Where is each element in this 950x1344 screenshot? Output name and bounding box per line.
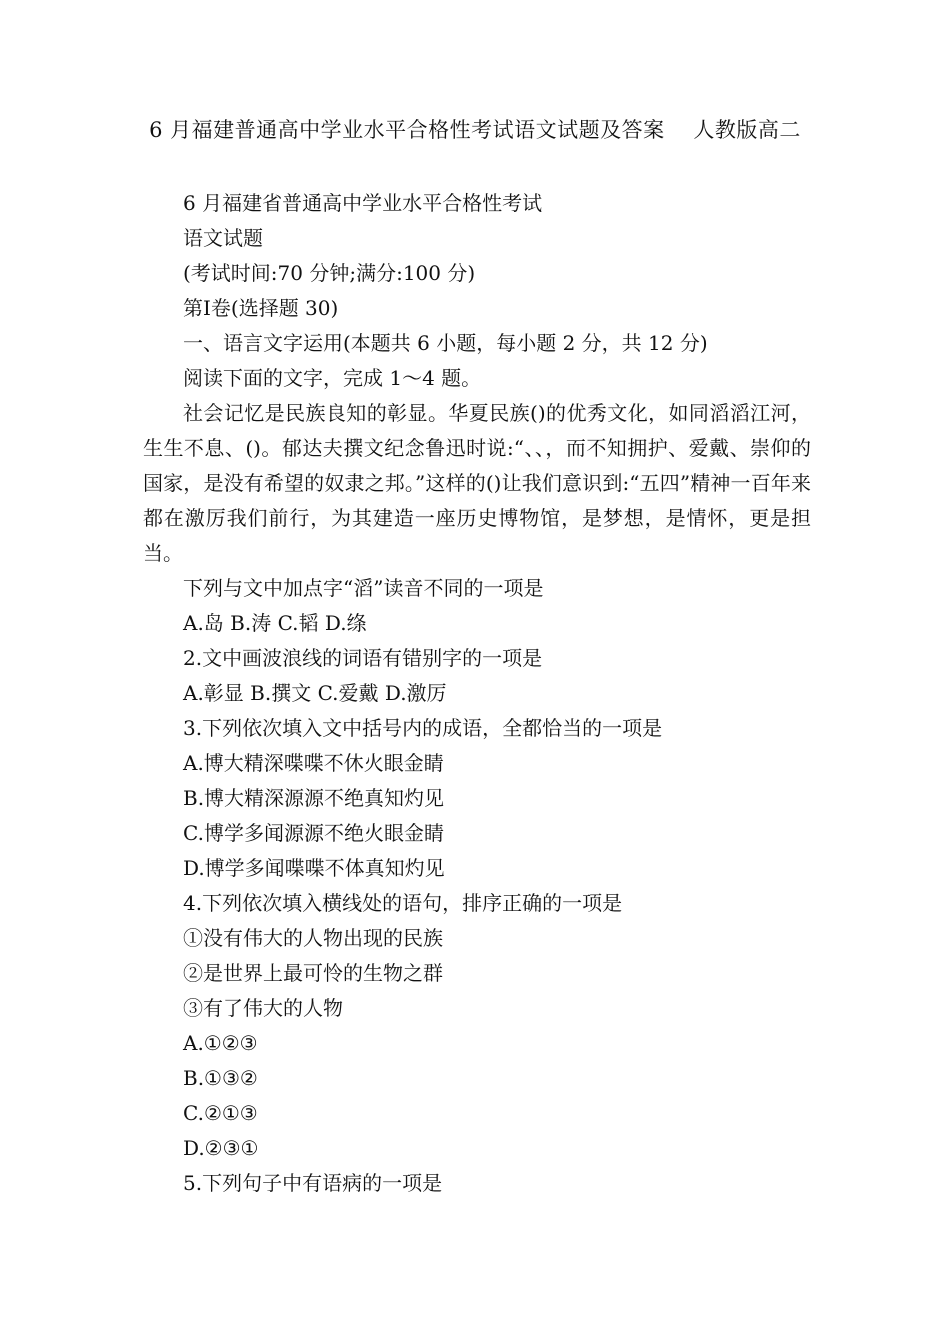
volume-heading: 第Ⅰ卷(选择题 30) <box>183 296 339 320</box>
document-title: 6 月福建普通高中学业水平合格性考试语文试题及答案 人教版高二 <box>149 118 801 142</box>
question-4-option-b: B.①③② <box>183 1066 258 1090</box>
exam-heading-line: 6 月福建省普通高中学业水平合格性考试 <box>183 191 543 215</box>
question-1: 下列与文中加点字“滔”读音不同的一项是 <box>183 576 544 600</box>
sentence-2: ②是世界上最可怜的生物之群 <box>183 961 443 985</box>
question-4-option-d: D.②③① <box>183 1136 259 1160</box>
section-heading: 一、语言文字运用(本题共 6 小题，每小题 2 分，共 12 分) <box>183 331 708 355</box>
reading-passage: 社会记忆是民族良知的彰显。华夏民族()的优秀文化，如同滔滔江河，生生不息、()。郁达夫撰文纪念鲁迅时说:“、、，而不知拥护、爱戴、崇仰的国家，是没有希望的奴隶之邦。”这样的()让我们意识到:“五四”精神一百年来都在激厉我们前行，为其建造一座历史博物馆，是梦想，是情怀，更是担当。 <box>143 401 811 565</box>
question-3: 3.下列依次填入文中括号内的成语，全都恰当的一项是 <box>183 716 663 740</box>
question-4-option-c: C.②①③ <box>183 1101 258 1125</box>
sentence-1: ①没有伟大的人物出现的民族 <box>183 926 443 950</box>
question-1-options: A.岛 B.涛 C.韬 D.绦 <box>183 611 367 635</box>
question-4: 4.下列依次填入横线处的语句，排序正确的一项是 <box>183 891 623 915</box>
question-3-option-c: C.博学多闻源源不绝火眼金睛 <box>183 821 444 845</box>
question-3-option-b: B.博大精深源源不绝真知灼见 <box>183 786 445 810</box>
question-3-option-d: D.博学多闻喋喋不体真知灼见 <box>183 856 445 880</box>
document-body <box>143 186 811 1201</box>
question-2: 2.文中画波浪线的词语有错别字的一项是 <box>183 646 543 670</box>
question-2-options: A.彰显 B.撰文 C.爱戴 D.激厉 <box>183 681 447 705</box>
question-5: 5.下列句子中有语病的一项是 <box>183 1171 443 1195</box>
exam-subject-line: 语文试题 <box>183 226 263 250</box>
instruction-line: 阅读下面的文字，完成 1～4 题。 <box>183 366 482 390</box>
question-3-option-a: A.博大精深喋喋不休火眼金睛 <box>183 751 444 775</box>
sentence-3: ③有了伟大的人物 <box>183 996 343 1020</box>
question-4-option-a: A.①②③ <box>183 1031 258 1055</box>
exam-time-line: (考试时间:70 分钟;满分:100 分) <box>183 261 476 285</box>
